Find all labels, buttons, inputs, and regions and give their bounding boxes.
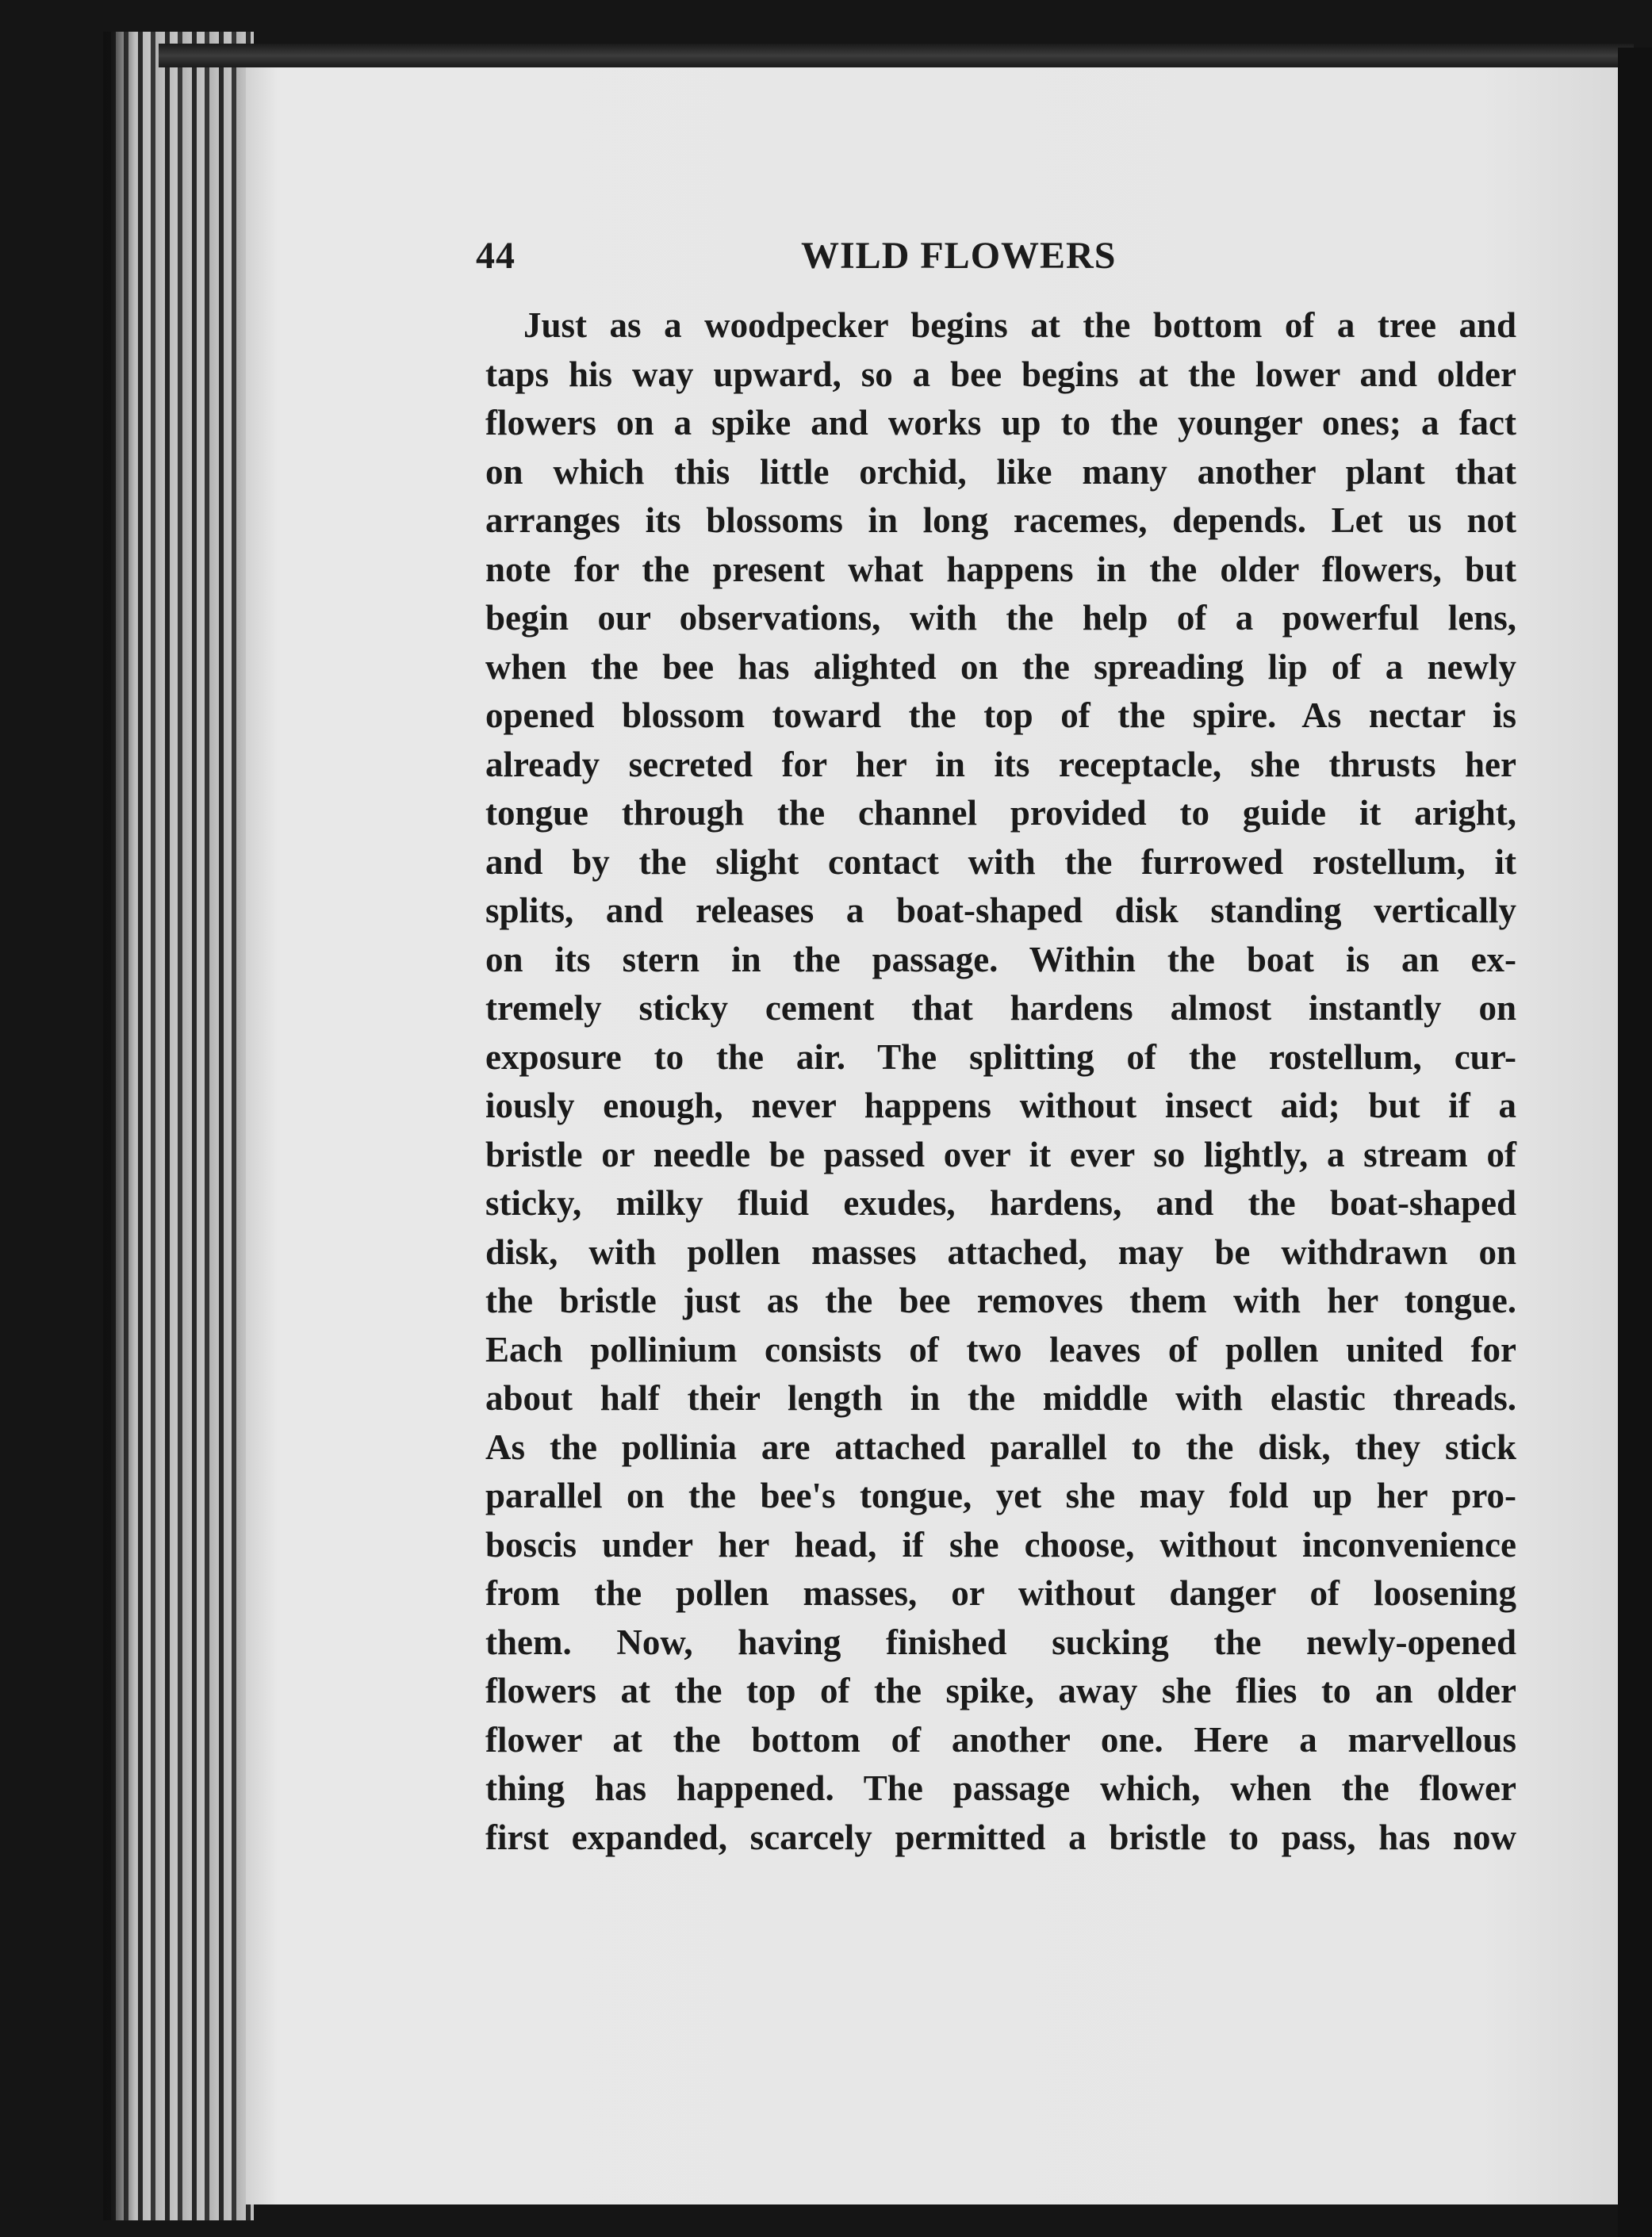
text-line: arranges its blossoms in long racemes, depends. Let us not bbox=[485, 500, 1516, 540]
text-line: boscis under her head, if she choose, without inconvenience bbox=[485, 1524, 1516, 1565]
text-line: tongue through the channel provided to guide it aright, bbox=[485, 793, 1516, 833]
text-line: flowers on a spike and works up to the younger ones; a fact bbox=[485, 403, 1516, 442]
page-number: 44 bbox=[476, 235, 516, 277]
text-line: flower at the bottom of another one. Here a marvellous bbox=[485, 1719, 1516, 1760]
text-line: opened blossom toward the top of the spire. As nectar is bbox=[485, 695, 1516, 735]
text-line: iously enough, never happens without insect aid; but if a bbox=[485, 1086, 1516, 1125]
gutter-shadow bbox=[103, 32, 135, 2220]
right-margin-shadow bbox=[1618, 48, 1652, 2237]
text-line: them. Now, having finished sucking the newly-opened bbox=[485, 1622, 1516, 1662]
text-line: from the pollen masses, or without danger of loosening bbox=[485, 1573, 1516, 1613]
text-line: begin our observations, with the help of a powerful lens, bbox=[485, 598, 1516, 638]
text-line: sticky, milky fluid exudes, hardens, and the boat-shaped bbox=[485, 1183, 1516, 1223]
text-line: first expanded, scarcely permitted a bristle to pass, has now bbox=[485, 1817, 1516, 1857]
body-paragraph bbox=[485, 301, 1516, 1862]
text-line: parallel on the bee's tongue, yet she may fold up her pro- bbox=[485, 1476, 1516, 1515]
running-head bbox=[476, 234, 1523, 289]
text-line: note for the present what happens in the older flowers, but bbox=[485, 549, 1516, 589]
text-line: splits, and releases a boat-shaped disk standing vertically bbox=[485, 891, 1516, 930]
text-line: exposure to the air. The splitting of the rostellum, cur- bbox=[485, 1036, 1516, 1077]
running-title: WILD FLOWERS bbox=[801, 235, 1117, 277]
text-line: tremely sticky cement that hardens almost instantly on bbox=[485, 988, 1516, 1028]
text-line: Just as a woodpecker begins at the bottom of a tree and bbox=[523, 305, 1516, 345]
text-line: disk, with pollen masses attached, may be withdrawn on bbox=[485, 1231, 1516, 1272]
text-line: on which this little orchid, like many another plant that bbox=[485, 451, 1516, 492]
text-line: the bristle just as the bee removes them with her tongue. bbox=[485, 1281, 1516, 1320]
text-line: As the pollinia are attached parallel to the disk, they stick bbox=[485, 1427, 1516, 1467]
text-line: and by the slight contact with the furrowed rostellum, it bbox=[485, 841, 1516, 882]
text-line: already secreted for her in its receptacle, she thrusts her bbox=[485, 744, 1516, 784]
top-page-edge bbox=[159, 44, 1634, 67]
text-line: Each pollinium consists of two leaves of pollen united for bbox=[485, 1329, 1516, 1369]
text-line: bristle or needle be passed over it ever so lightly, a stream of bbox=[485, 1134, 1516, 1174]
text-line: when the bee has alighted on the spreading lip of a newly bbox=[485, 646, 1516, 687]
text-line: flowers at the top of the spike, away she flies to an older bbox=[485, 1671, 1516, 1710]
text-line: about half their length in the middle with elastic threads. bbox=[485, 1378, 1516, 1418]
text-line: taps his way upward, so a bee begins at the lower and older bbox=[485, 354, 1516, 394]
text-line: on its stern in the passage. Within the boat is an ex- bbox=[485, 939, 1516, 979]
text-line: thing has happened. The passage which, when the flower bbox=[485, 1768, 1516, 1808]
